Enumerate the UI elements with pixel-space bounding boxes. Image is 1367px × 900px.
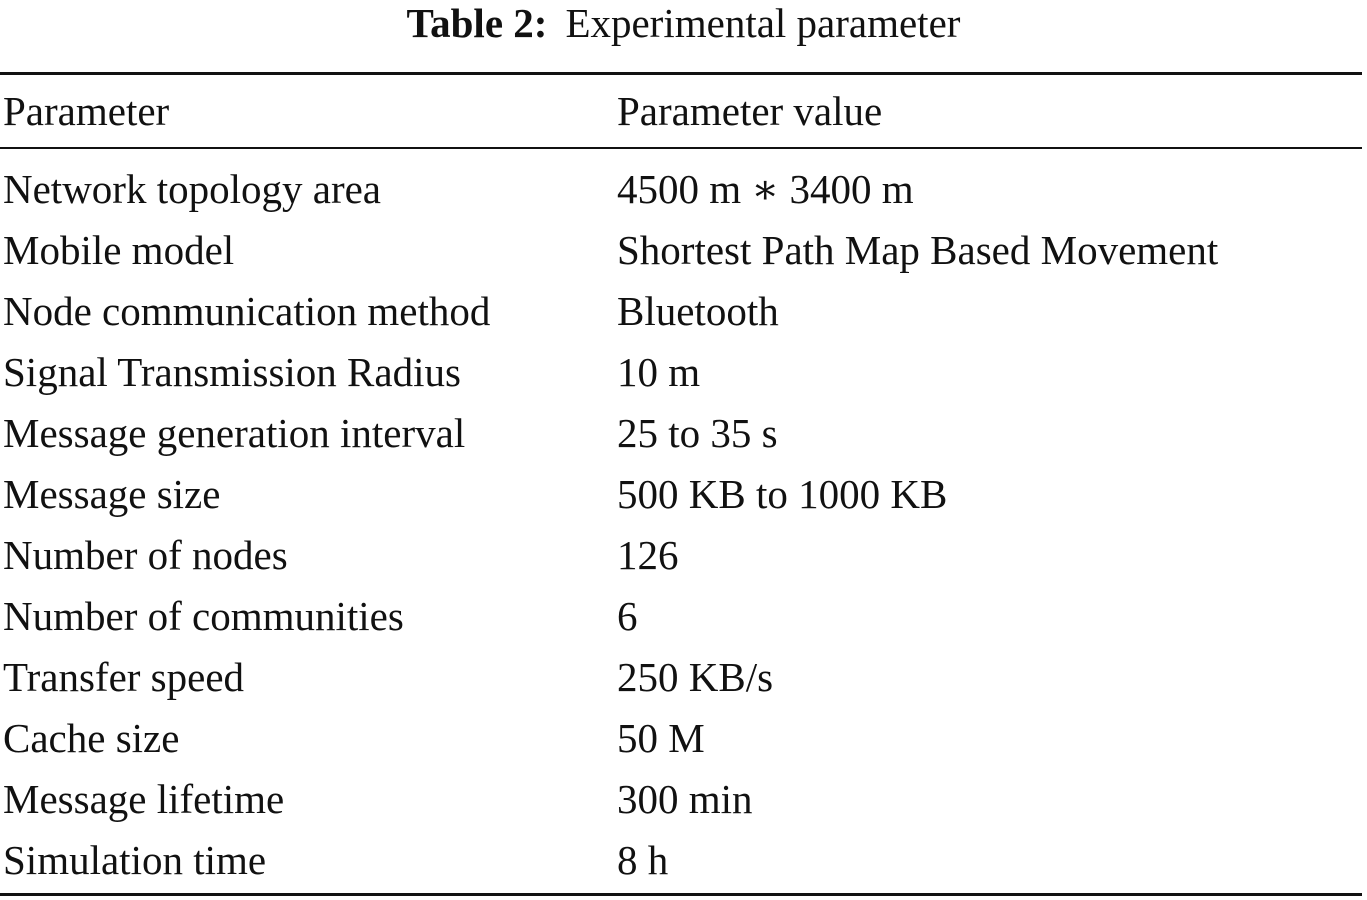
table-bottom-rule xyxy=(0,893,1362,896)
parameter-value: 300 min xyxy=(617,776,753,822)
parameter-value: 8 h xyxy=(617,837,669,883)
parameter-value: 4500 m ∗ 3400 m xyxy=(617,166,914,212)
table-row xyxy=(0,830,1362,891)
table-caption-text: Experimental parameter xyxy=(565,0,961,46)
table-header-rule xyxy=(0,147,1362,149)
table-row xyxy=(0,464,1362,525)
parameter-value: 25 to 35 s xyxy=(617,410,778,456)
parameter-value: Shortest Path Map Based Movement xyxy=(617,227,1219,273)
column-header-parameter-value: Parameter value xyxy=(617,88,883,134)
table-row xyxy=(0,525,1362,586)
parameter-value: 500 KB to 1000 KB xyxy=(617,471,948,517)
parameter-value: 10 m xyxy=(617,349,701,395)
parameter-value: 50 M xyxy=(617,715,705,761)
parameter-value: 6 xyxy=(617,593,638,639)
table-row xyxy=(0,708,1362,769)
table-row xyxy=(0,159,1362,220)
table-row xyxy=(0,586,1362,647)
parameter-name: Simulation time xyxy=(3,837,267,883)
table-row xyxy=(0,342,1362,403)
parameter-name: Node communication method xyxy=(3,288,491,334)
parameter-name: Message lifetime xyxy=(3,776,285,822)
parameter-name: Number of communities xyxy=(3,593,404,639)
table-top-rule xyxy=(0,72,1362,75)
table-caption-label: Table 2: xyxy=(406,0,548,46)
table-row xyxy=(0,769,1362,830)
parameter-name: Mobile model xyxy=(3,227,235,273)
parameter-value: Bluetooth xyxy=(617,288,779,334)
table-row xyxy=(0,220,1362,281)
parameter-value: 126 xyxy=(617,532,679,578)
parameter-name: Transfer speed xyxy=(3,654,245,700)
parameter-value: 250 KB/s xyxy=(617,654,774,700)
parameter-name: Network topology area xyxy=(3,166,381,212)
parameter-name: Message size xyxy=(3,471,221,517)
table-row xyxy=(0,403,1362,464)
table-header-row xyxy=(0,81,1362,142)
column-header-parameter: Parameter xyxy=(3,88,170,134)
parameter-name: Message generation interval xyxy=(3,410,466,456)
table-caption xyxy=(0,0,1367,50)
parameter-name: Number of nodes xyxy=(3,532,288,578)
parameter-name: Cache size xyxy=(3,715,180,761)
table-row xyxy=(0,281,1362,342)
table-row xyxy=(0,647,1362,708)
parameter-name: Signal Transmission Radius xyxy=(3,349,461,395)
